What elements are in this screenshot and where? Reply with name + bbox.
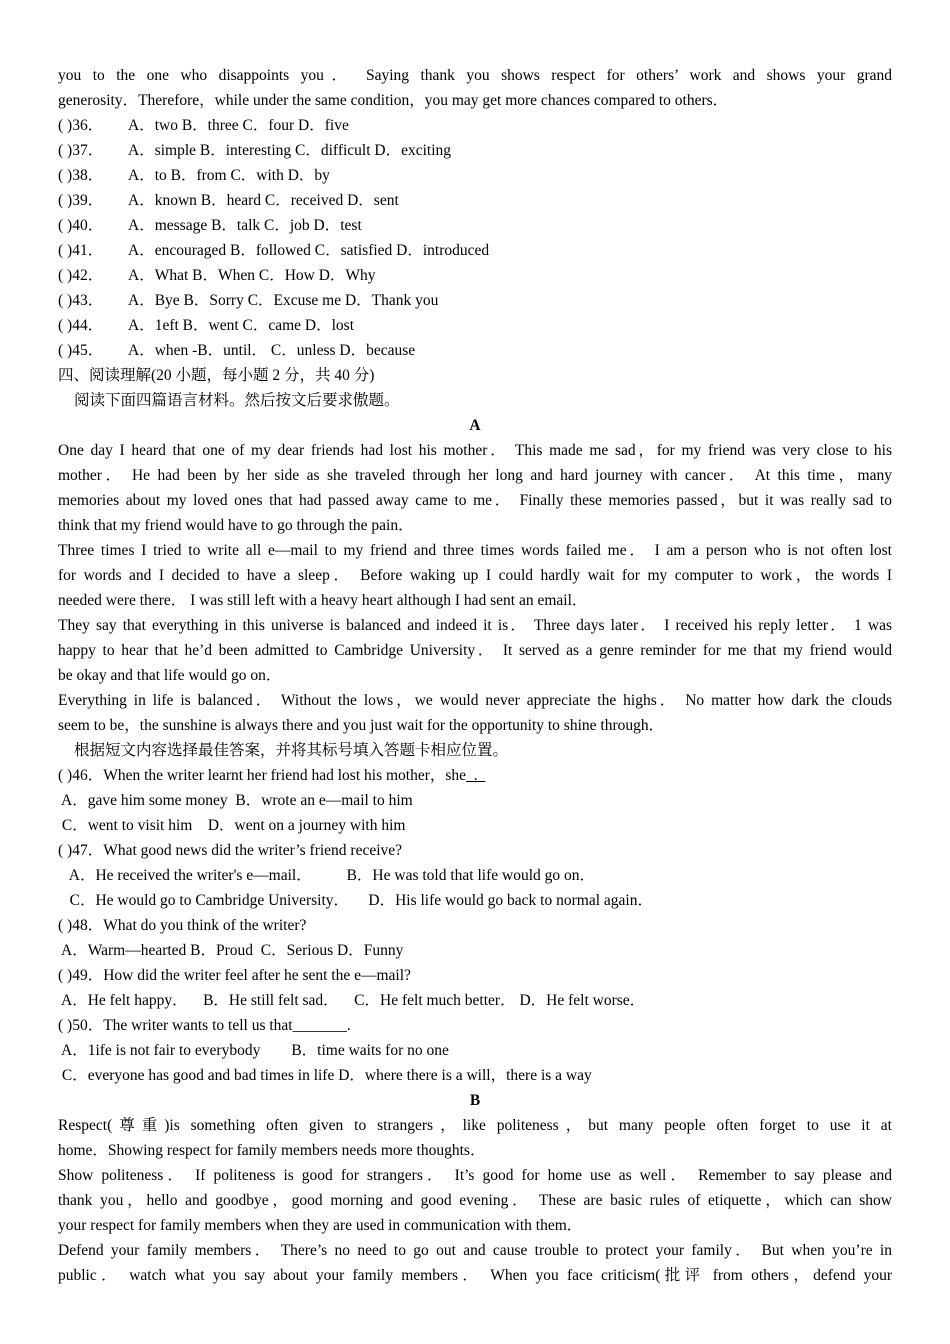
question-suffix: .: [346, 1017, 351, 1034]
passage-a-title: A: [469, 417, 481, 434]
answer-blank: _______: [292, 1017, 347, 1034]
question-50: [58, 1013, 892, 1038]
cloze-number: ( )45．: [58, 342, 104, 359]
cloze-number: ( )41．: [58, 242, 104, 259]
question-47: ( )47．What good news did the writer’s friend receive?: [58, 842, 403, 859]
passage-a-line: happy to hear that he’d been admitted to Cambridge University． It served as a genre reminder for me that my friend would: [58, 642, 892, 659]
passage-b-line: Defend your family members． There’s no need to go out and cause trouble to protect your family． But when you’re in: [58, 1242, 892, 1259]
intro-line: you to the one who disappoints you． Saying thank you shows respect for others’ work and shows your grand: [58, 67, 892, 84]
cloze-question: [58, 213, 892, 238]
cloze-number: ( )39．: [58, 192, 104, 209]
cloze-options: A．What B．When C．How D．Why: [128, 267, 376, 284]
passage-a-line: They say that everything in this universe is balanced and indeed it is． Three days later． I received his reply letter． 1 was: [58, 617, 892, 634]
passage-a-line: One day I heard that one of my dear friends had lost his mother． This made me sad，for my friend was very close to his: [58, 442, 892, 459]
passage-a-line: think that my friend would have to go through the pain．: [58, 517, 414, 534]
answer-options: A．gave him some money B．wrote an e—mail to him: [58, 792, 413, 809]
answer-options: A．He felt happy． B．He still felt sad． C．He felt much better． D．He felt worse．: [58, 992, 646, 1009]
cloze-question: [58, 288, 892, 313]
question-48: ( )48．What do you think of the writer?: [58, 917, 307, 934]
answer-options: A．He received the writer's e—mail． B．He was told that life would go on．: [58, 867, 595, 884]
passage-a-line: be okay and that life would go on．: [58, 667, 282, 684]
passage-a-line: Three times I tried to write all e—mail to my friend and three times words failed me． I am a person who is not often lost: [58, 542, 892, 559]
cloze-options: A．to B．from C．with D．by: [128, 167, 330, 184]
cloze-question: [58, 263, 892, 288]
answer-options: C．went to visit him D．went on a journey with him: [58, 817, 406, 834]
passage-b-line: your respect for family members when they are used in communication with them．: [58, 1217, 583, 1234]
question-text: ( )46．When the writer learnt her friend had lost his mother，she: [58, 767, 467, 784]
cloze-options: A．encouraged B．followed C．satisfied D．introduced: [128, 242, 490, 259]
cloze-options: A．Bye B．Sorry C．Excuse me D．Thank you: [128, 292, 439, 309]
answer-options: A．Warm—hearted B．Proud C．Serious D．Funny: [58, 942, 404, 959]
cloze-number: ( )40．: [58, 217, 104, 234]
question-49: ( )49．How did the writer feel after he sent the e—mail?: [58, 967, 411, 984]
passage-a-line: mother． He had been by her side as she traveled through her long and hard journey with cancer． At this time，many: [58, 467, 892, 484]
document-content: [58, 63, 892, 1288]
answer-blank: .: [466, 767, 486, 784]
question-text: ( )50．The writer wants to tell us that: [58, 1017, 293, 1034]
cloze-number: ( )44．: [58, 317, 104, 334]
cloze-question: [58, 188, 892, 213]
section-instruction: 阅读下面四篇语言材料。然后按文后要求傲题。: [74, 392, 400, 409]
cloze-question: [58, 138, 892, 163]
cloze-options: A．simple B．interesting C．difficult D．exciting: [128, 142, 452, 159]
cloze-question: [58, 163, 892, 188]
intro-line: generosity．Therefore，while under the same condition，you may get more chances compared to others．: [58, 92, 729, 109]
cloze-options: A．known B．heard C．received D．sent: [128, 192, 399, 209]
cloze-question: [58, 313, 892, 338]
question-46: [58, 763, 892, 788]
cloze-number: ( )38．: [58, 167, 104, 184]
passage-b-line: thank you，hello and goodbye，good morning and good evening． These are basic rules of etiquette，which can show: [58, 1192, 892, 1209]
answer-options: C．everyone has good and bad times in life D．where there is a will，there is a way: [58, 1067, 592, 1084]
passage-a-line: needed were there． I was still left with a heavy heart although I had sent an email．: [58, 592, 588, 609]
cloze-question: [58, 338, 892, 363]
passage-b-line: public． watch what you say about your family members． When you face criticism(批评 from others，defend your: [58, 1267, 892, 1284]
passage-a-line: seem to be，the sunshine is always there and you just wait for the opportunity to shine through．: [58, 717, 665, 734]
cloze-number: ( )37．: [58, 142, 104, 159]
cloze-number: ( )42．: [58, 267, 104, 284]
passage-b-line: home．Showing respect for family members needs more thoughts．: [58, 1142, 486, 1159]
passage-b-line: Respect(尊重)is something often given to strangers，like politeness，but many people often forget to use it at: [58, 1117, 892, 1134]
cloze-options: A．when -B．until． C．unless D．because: [128, 342, 416, 359]
passage-b-title: B: [469, 1092, 481, 1109]
passage-b-line: Show politeness． If politeness is good for strangers． It’s good for home use as well． Remember to say please and: [58, 1167, 892, 1184]
cloze-options: A．1eft B．went C．came D．lost: [128, 317, 355, 334]
passage-a-line: for words and I decided to have a sleep． Before waking up I could hardly wait for my computer to work，the words I: [58, 567, 892, 584]
cloze-question: [58, 113, 892, 138]
section-heading: 四、阅读理解(20 小题，每小题 2 分，共 40 分): [58, 367, 375, 384]
passage-a-line: memories about my loved ones that had passed away came to me． Finally these memories passed，but it was really sad to: [58, 492, 892, 509]
cloze-number: ( )36．: [58, 117, 104, 134]
passage-a-line: Everything in life is balanced． Without the lows，we would never appreciate the highs． No matter how dark the clouds: [58, 692, 892, 709]
cloze-options: A．message B．talk C．job D．test: [128, 217, 362, 234]
cloze-number: ( )43．: [58, 292, 104, 309]
answer-options: A．1ife is not fair to everybody B．time waits for no one: [58, 1042, 449, 1059]
answer-options: C．He would go to Cambridge University． D．His life would go back to normal again．: [58, 892, 653, 909]
cloze-options: A．two B．three C．four D．five: [128, 117, 349, 134]
cloze-question: [58, 238, 892, 263]
passage-a-instruction: 根据短文内容选择最佳答案，并将其标号填入答题卡相应位置。: [74, 742, 509, 759]
